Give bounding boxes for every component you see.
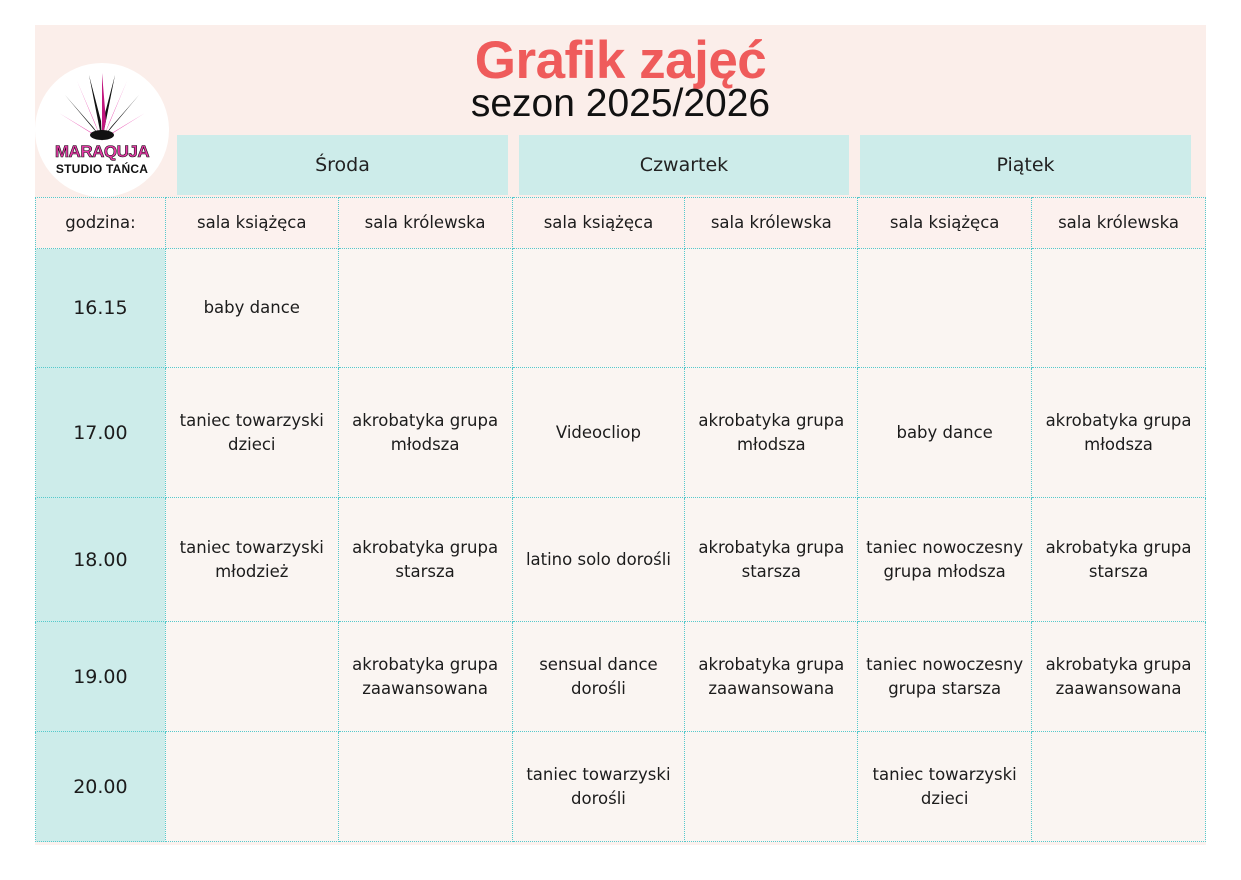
class-cell bbox=[512, 249, 685, 368]
day-header-thursday: Czwartek bbox=[519, 135, 849, 195]
class-cell bbox=[338, 732, 512, 842]
class-cell: taniec towarzyski dzieci bbox=[165, 368, 338, 498]
class-cell bbox=[858, 249, 1032, 368]
class-cell: taniec towarzyski dzieci bbox=[858, 732, 1032, 842]
time-cell: 19.00 bbox=[36, 622, 166, 732]
header-cell-room: sala książęca bbox=[512, 198, 685, 249]
class-cell: baby dance bbox=[165, 249, 338, 368]
page-subtitle: sezon 2025/2026 bbox=[470, 82, 771, 125]
class-cell: akrobatyka grupa starsza bbox=[338, 498, 512, 622]
class-cell bbox=[1032, 732, 1206, 842]
table-row bbox=[36, 622, 1206, 732]
table-row bbox=[36, 249, 1206, 368]
schedule-sheet bbox=[35, 25, 1206, 845]
header-cell-time: godzina: bbox=[36, 198, 166, 249]
logo-name: MARAQUJA bbox=[54, 142, 150, 161]
class-cell: Videocliop bbox=[512, 368, 685, 498]
time-cell: 16.15 bbox=[36, 249, 166, 368]
logo-tagline: STUDIO TAŃCA bbox=[55, 162, 149, 176]
class-cell: akrobatyka grupa starsza bbox=[685, 498, 858, 622]
day-header-friday: Piątek bbox=[860, 135, 1191, 195]
class-cell: latino solo dorośli bbox=[512, 498, 685, 622]
header-cell-room: sala królewska bbox=[338, 198, 512, 249]
time-cell: 17.00 bbox=[36, 368, 166, 498]
schedule-table bbox=[35, 197, 1206, 842]
class-cell bbox=[685, 249, 858, 368]
class-cell: akrobatyka grupa młodsza bbox=[1032, 368, 1206, 498]
class-cell: taniec towarzyski dorośli bbox=[512, 732, 685, 842]
header-cell-room: sala królewska bbox=[685, 198, 858, 249]
class-cell: akrobatyka grupa młodsza bbox=[685, 368, 858, 498]
class-cell: taniec nowoczesny grupa starsza bbox=[858, 622, 1032, 732]
class-cell: taniec nowoczesny grupa młodsza bbox=[858, 498, 1032, 622]
header-cell-room: sala książęca bbox=[858, 198, 1032, 249]
table-row bbox=[36, 368, 1206, 498]
class-cell: akrobatyka grupa zaawansowana bbox=[338, 622, 512, 732]
class-cell bbox=[338, 249, 512, 368]
time-cell: 20.00 bbox=[36, 732, 166, 842]
header-cell-room: sala królewska bbox=[1032, 198, 1206, 249]
class-cell bbox=[165, 622, 338, 732]
table-row bbox=[36, 732, 1206, 842]
class-cell: taniec towarzyski młodzież bbox=[165, 498, 338, 622]
class-cell: baby dance bbox=[858, 368, 1032, 498]
class-cell: sensual dance dorośli bbox=[512, 622, 685, 732]
day-header-wednesday: Środa bbox=[177, 135, 508, 195]
class-cell: akrobatyka grupa młodsza bbox=[338, 368, 512, 498]
class-cell: akrobatyka grupa zaawansowana bbox=[1032, 622, 1206, 732]
time-cell: 18.00 bbox=[36, 498, 166, 622]
table-row bbox=[36, 498, 1206, 622]
class-cell bbox=[685, 732, 858, 842]
page-title: Grafik zajęć bbox=[474, 31, 767, 90]
table-header-row bbox=[36, 198, 1206, 249]
class-cell bbox=[165, 732, 338, 842]
header-cell-room: sala książęca bbox=[165, 198, 338, 249]
class-cell: akrobatyka grupa zaawansowana bbox=[685, 622, 858, 732]
class-cell bbox=[1032, 249, 1206, 368]
class-cell: akrobatyka grupa starsza bbox=[1032, 498, 1206, 622]
